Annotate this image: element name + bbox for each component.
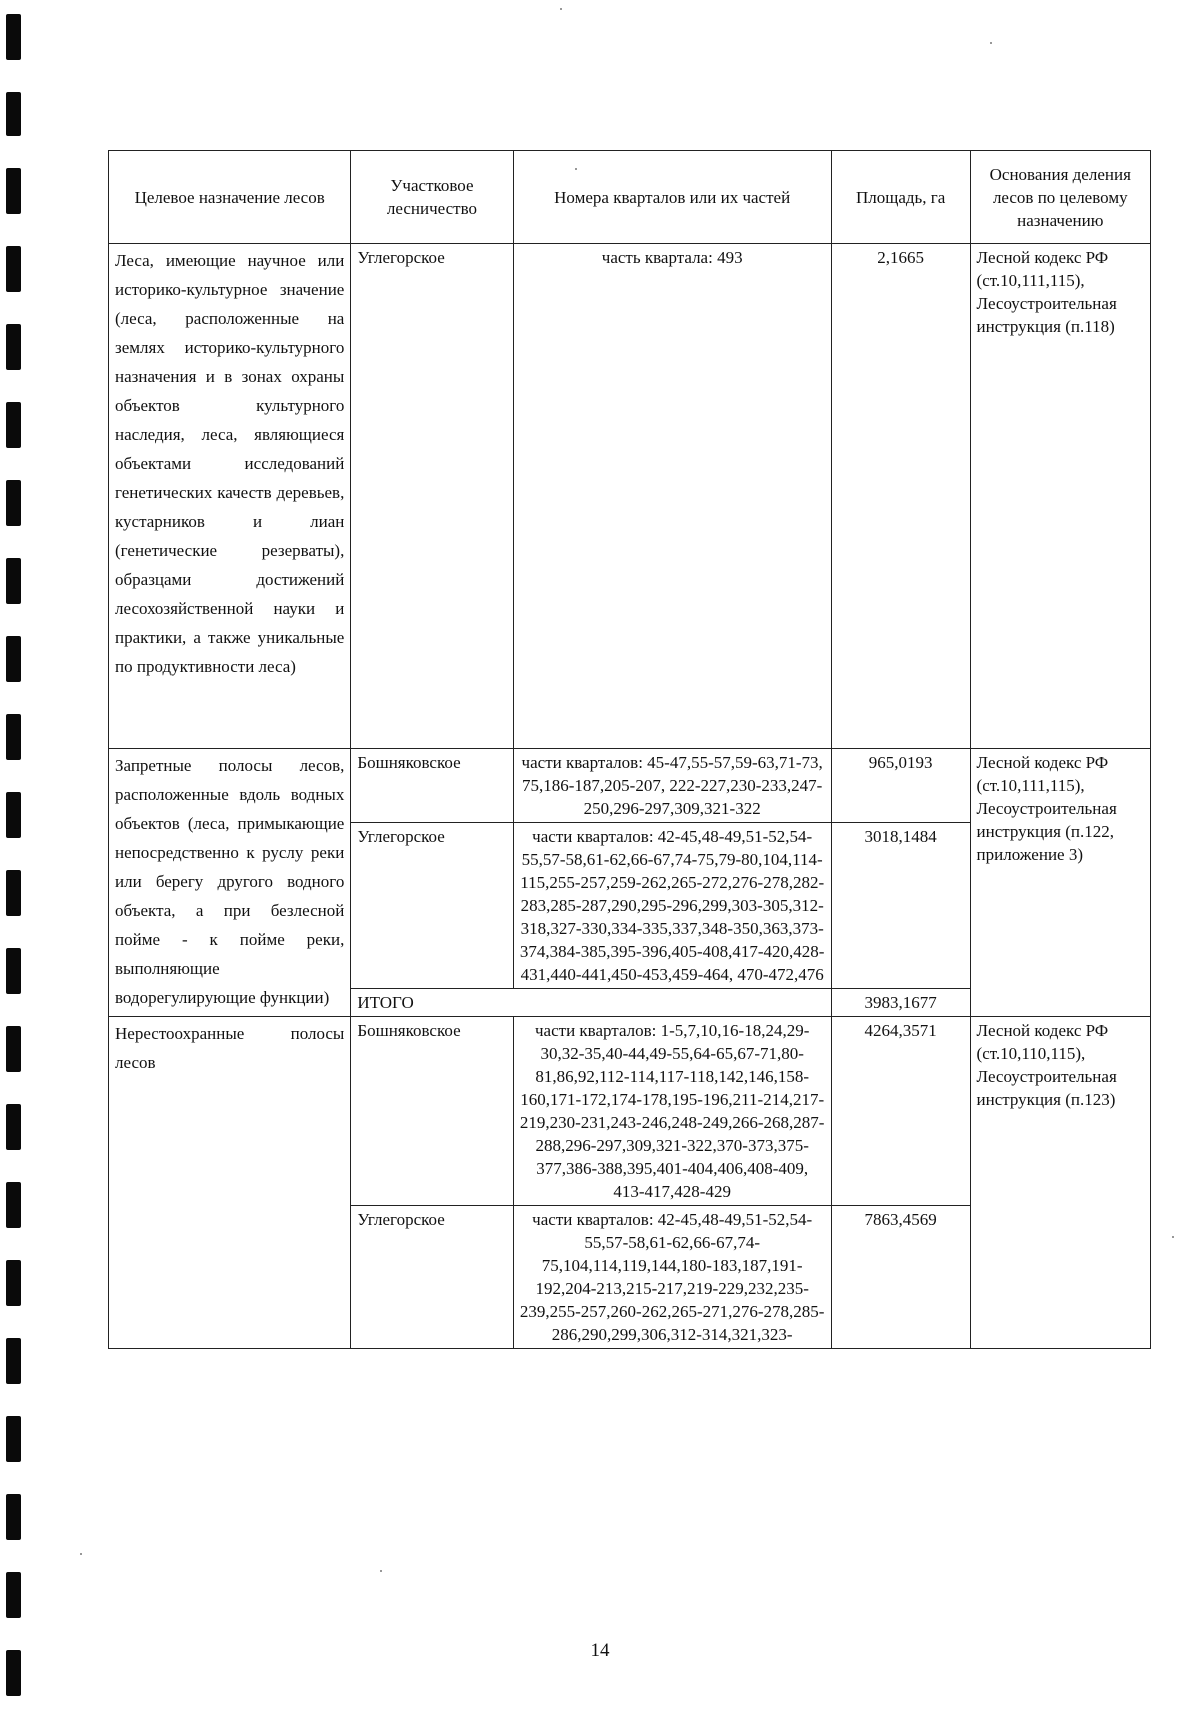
purpose-cell: Запретные полосы лесов, расположенные вдоль водных объектов (леса, примыкающие непосредственно к руслу реки или берегу другого водного объекта, а при безлесной пойме - к пойме реки, выполняющие водорегулирующие функции) bbox=[109, 749, 351, 1017]
forestry-cell: Бошняковское bbox=[351, 1017, 513, 1206]
header-purpose: Целевое назначение лесов bbox=[109, 151, 351, 244]
header-forestry: Участковое лесничество bbox=[351, 151, 513, 244]
purpose-cell: Леса, имеющие научное или историко-культурное значение (леса, расположенные на землях историко-культурного назначения и в зонах охраны объектов культурного наследия, леса, являющиеся объектами исследований генетических качеств деревьев, кустарников и лиан (генетические резерваты), образцами достижений лесохозяйственной науки и практики, а также уникальные по продуктивности леса) bbox=[109, 244, 351, 749]
quarters-cell: части кварталов: 1-5,7,10,16-18,24,29-30,32-35,40-44,49-55,64-65,67-71,80-81,86,92,112-114,117-118,142,146,158-160,171-172,174-178,195-196,211-214,217-219,230-231,243-246,248-249,266-268,287-288,296-297,309,321-322,370-373,375-377,386-388,395,401-404,406,408-409, 413-417,428-429 bbox=[513, 1017, 831, 1206]
binding-mark bbox=[6, 324, 21, 370]
scan-speck bbox=[380, 1570, 382, 1572]
scan-speck bbox=[80, 1553, 82, 1555]
table-row bbox=[109, 749, 1151, 823]
binding-mark bbox=[6, 1026, 21, 1072]
binding-mark bbox=[6, 714, 21, 760]
quarters-cell: части кварталов: 42-45,48-49,51-52,54-55,57-58,61-62,66-67,74-75,79-80,104,114-115,255-257,259-262,265-272,276-278,282-283,285-287,290,295-296,299,303-305,312-318,327-330,334-335,337,348-350,363,373-374,384-385,395-396,405-408,417-420,428-431,440-441,450-453,459-464, 470-472,476 bbox=[513, 823, 831, 989]
basis-cell: Лесной кодекс РФ (ст.10,111,115), Лесоустроительная инструкция (п.122, приложение 3) bbox=[970, 749, 1150, 1017]
binding-mark bbox=[6, 636, 21, 682]
binding-mark bbox=[6, 168, 21, 214]
area-cell: 4264,3571 bbox=[831, 1017, 970, 1206]
binding-mark bbox=[6, 1494, 21, 1540]
forestry-cell: Бошняковское bbox=[351, 749, 513, 823]
binding-mark bbox=[6, 92, 21, 136]
scan-speck bbox=[560, 8, 562, 10]
binding-mark bbox=[6, 948, 21, 994]
binding-marks bbox=[6, 0, 24, 1709]
quarters-cell: часть квартала: 493 bbox=[513, 244, 831, 749]
table-header-row bbox=[109, 151, 1151, 244]
binding-mark bbox=[6, 480, 21, 526]
purpose-cell: Нерестоохранные полосы лесов bbox=[109, 1017, 351, 1349]
area-cell: 2,1665 bbox=[831, 244, 970, 749]
binding-mark bbox=[6, 14, 21, 60]
binding-mark bbox=[6, 870, 21, 916]
basis-cell: Лесной кодекс РФ (ст.10,111,115), Лесоустроительная инструкция (п.118) bbox=[970, 244, 1150, 749]
forestry-cell: Углегорское bbox=[351, 1206, 513, 1349]
basis-cell: Лесной кодекс РФ (ст.10,110,115), Лесоустроительная инструкция (п.123) bbox=[970, 1017, 1150, 1349]
page-number: 14 bbox=[590, 1640, 610, 1661]
binding-mark bbox=[6, 246, 21, 292]
total-label: ИТОГО bbox=[351, 989, 831, 1017]
binding-mark bbox=[6, 558, 21, 604]
area-cell: 965,0193 bbox=[831, 749, 970, 823]
binding-mark bbox=[6, 1572, 21, 1618]
area-cell: 3018,1484 bbox=[831, 823, 970, 989]
header-area: Площадь, га bbox=[831, 151, 970, 244]
total-area: 3983,1677 bbox=[831, 989, 970, 1017]
binding-mark bbox=[6, 1416, 21, 1462]
header-basis: Основания деления лесов по целевому назначению bbox=[970, 151, 1150, 244]
forest-purpose-table bbox=[108, 150, 1151, 1349]
table-row bbox=[109, 244, 1151, 749]
forestry-cell: Углегорское bbox=[351, 244, 513, 749]
binding-mark bbox=[6, 1182, 21, 1228]
quarters-cell: части кварталов: 45-47,55-57,59-63,71-73, 75,186-187,205-207, 222-227,230-233,247-250,296-297,309,321-322 bbox=[513, 749, 831, 823]
scan-speck bbox=[990, 42, 992, 44]
area-cell: 7863,4569 bbox=[831, 1206, 970, 1349]
quarters-cell: части кварталов: 42-45,48-49,51-52,54-55,57-58,61-62,66-67,74-75,104,114,119,144,180-183,187,191-192,204-213,215-217,219-229,232,235-239,255-257,260-262,265-271,276-278,285-286,290,299,306,312-314,321,323- bbox=[513, 1206, 831, 1349]
header-quarters: Номера кварталов или их частей bbox=[513, 151, 831, 244]
binding-mark bbox=[6, 1104, 21, 1150]
table-row bbox=[109, 1017, 1151, 1206]
binding-mark bbox=[6, 1260, 21, 1306]
binding-mark bbox=[6, 792, 21, 838]
binding-mark bbox=[6, 402, 21, 448]
binding-mark bbox=[6, 1338, 21, 1384]
scan-speck bbox=[1172, 1236, 1174, 1238]
forestry-cell: Углегорское bbox=[351, 823, 513, 989]
